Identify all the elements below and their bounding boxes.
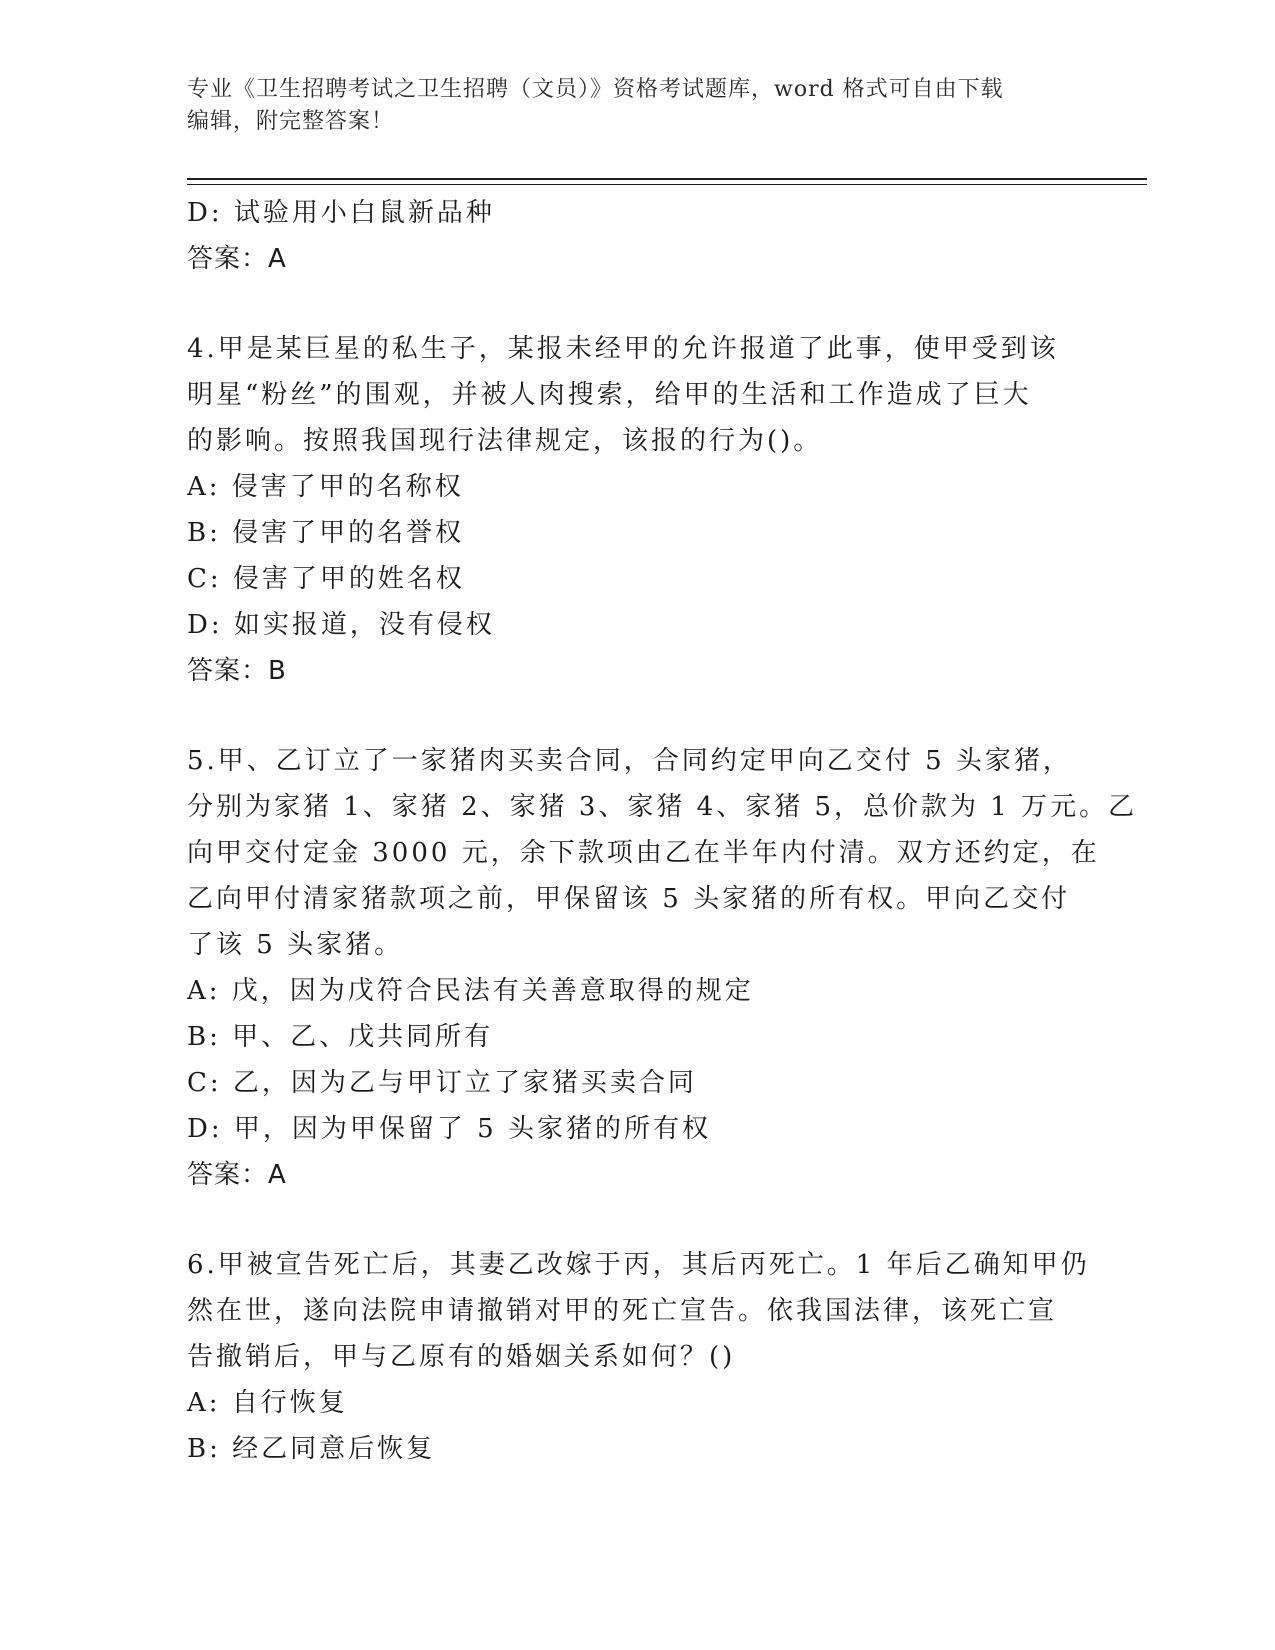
question-text-line: 了该 5 头家猪。: [187, 930, 404, 960]
option-c: C: 侵害了甲的姓名权: [187, 564, 465, 594]
option-b: B: 经乙同意后恢复: [187, 1434, 436, 1464]
question-5: [187, 738, 1138, 1198]
option-b: B: 甲、乙、戊共同所有: [187, 1022, 494, 1052]
header-divider-thick: [187, 178, 1147, 180]
header-line-2: 编辑，附完整答案！: [187, 109, 395, 134]
question-text-line: 分别为家猪 1、家猪 2、家猪 3、家猪 4、家猪 5，总价款为 1 万元。乙: [187, 792, 1138, 822]
question-text-line: 5.甲、乙订立了一家猪肉买卖合同，合同约定甲向乙交付 5 头家猪，: [187, 746, 1072, 776]
question-text-line: 明星“粉丝”的围观，并被人肉搜索，给甲的生活和工作造成了巨大: [187, 380, 1032, 410]
question-fragment: [187, 190, 1087, 282]
question-text-line: 乙向甲付清家猪款项之前，甲保留该 5 头家猪的所有权。甲向乙交付: [187, 884, 1071, 914]
question-text-line: 的影响。按照我国现行法律规定，该报的行为()。: [187, 426, 823, 456]
answer-line: 答案：A: [187, 1160, 287, 1190]
document-body: [187, 190, 1138, 1472]
question-text-line: 4.甲是某巨星的私生子，某报未经甲的允许报道了此事，使甲受到该: [187, 334, 1059, 364]
answer-line: 答案：A: [187, 244, 287, 274]
header-divider-thin: [187, 184, 1147, 185]
option-a: A: 自行恢复: [187, 1388, 348, 1418]
header-line-1: 专业《卫生招聘考试之卫生招聘（文员）》资格考试题库，word 格式可自由下载: [187, 77, 1004, 102]
option-a: A: 戊，因为戊符合民法有关善意取得的规定: [187, 976, 754, 1006]
question-text-line: 告撤销后，甲与乙原有的婚姻关系如何？(): [187, 1342, 736, 1372]
question-text-line: 然在世，遂向法院申请撤销对甲的死亡宣告。依我国法律，该死亡宣: [187, 1296, 1058, 1326]
option-c: C: 乙，因为乙与甲订立了家猪买卖合同: [187, 1068, 697, 1098]
question-6: [187, 1242, 1090, 1472]
option-d: D: 甲，因为甲保留了 5 头家猪的所有权: [187, 1114, 711, 1144]
page-header: [187, 74, 1087, 138]
question-4: [187, 326, 1087, 694]
option-b: B: 侵害了甲的名誉权: [187, 518, 465, 548]
question-text-line: 6.甲被宣告死亡后，其妻乙改嫁于丙，其后丙死亡。1 年后乙确知甲仍: [187, 1250, 1090, 1280]
question-text-line: 向甲交付定金 3000 元，余下款项由乙在半年内付清。双方还约定，在: [187, 838, 1100, 868]
option-d: D: 试验用小白鼠新品种: [187, 198, 495, 228]
answer-line: 答案：B: [187, 656, 287, 686]
option-a: A: 侵害了甲的名称权: [187, 472, 464, 502]
option-d: D: 如实报道，没有侵权: [187, 610, 495, 640]
